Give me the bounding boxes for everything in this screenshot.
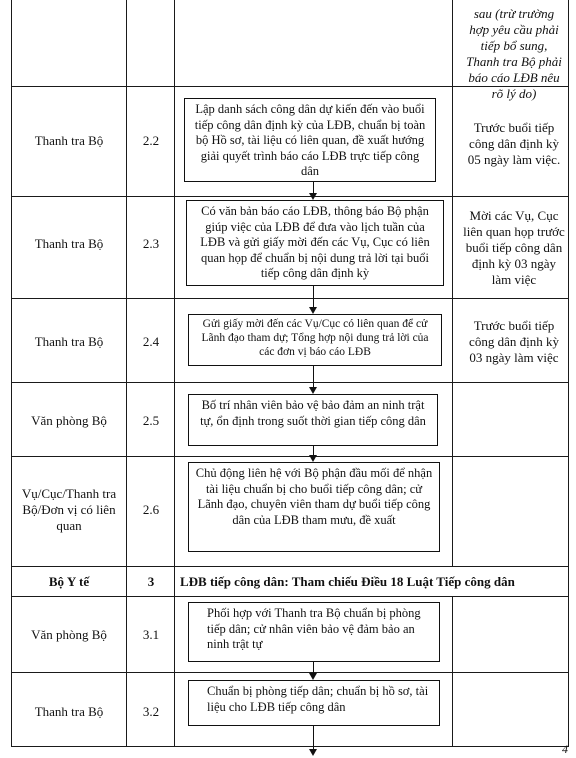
process-step-box: Lập danh sách công dân dự kiến đến vào buổi tiếp công dân định kỳ của LĐB, chuẩn bị toàn bộ Hồ sơ, tài liệu có liên quan, đề xuất hướng giải quyết trình báo cáo LĐB trực tiếp công dân: [184, 98, 436, 182]
flow-arrow: [313, 182, 314, 194]
row-divider: [11, 298, 569, 299]
row-divider: [11, 456, 569, 457]
unit-cell: Thanh tra Bộ: [34, 236, 104, 251]
row-divider: [11, 196, 569, 197]
unit-cell: Thanh tra Bộ: [34, 133, 104, 148]
flow-arrow: [313, 446, 314, 456]
process-step-box: Gửi giấy mời đến các Vụ/Cục có liên quan để cử Lãnh đạo tham dự; Tổng hợp nội dung trả lời của các đơn vị báo cáo LĐB: [188, 314, 442, 366]
table-column-divider: [452, 596, 453, 746]
unit-cell: Thanh tra Bộ: [34, 704, 104, 719]
flow-arrow: [313, 726, 314, 750]
time-cell: Trước buổi tiếp công dân định kỳ 03 ngày làm việc: [469, 318, 559, 365]
time-cell: sau (trừ trường hợp yêu cầu phải tiếp bổ sung, Thanh tra Bộ phải báo cáo LĐB nêu rõ lý do): [466, 6, 562, 101]
table-column-divider: [174, 0, 175, 746]
unit-cell: Văn phòng Bộ: [31, 627, 107, 642]
step-number: 2.2: [142, 133, 160, 148]
time-cell: Mời các Vụ, Cục liên quan họp trước buổi tiếp công dân định kỳ 03 ngày làm việc: [463, 208, 565, 287]
unit-cell: Thanh tra Bộ: [34, 334, 104, 349]
table-column-divider: [126, 0, 127, 746]
step-number: 3.1: [142, 627, 160, 642]
flow-arrow: [313, 286, 314, 308]
table-border-left: [11, 0, 12, 746]
flow-arrow: [313, 662, 314, 674]
row-divider: [11, 672, 569, 673]
row-divider: [11, 596, 569, 597]
process-step-box: Chủ động liên hệ với Bộ phận đầu mối để nhận tài liệu chuẩn bị cho buổi tiếp công dân; cử Lãnh đạo, chuyên viên tham dự buổi tiếp công dân của LĐB tham mưu, đề xuất: [188, 462, 440, 552]
process-step-box: Bố trí nhân viên bảo vệ bảo đảm an ninh trật tự, ổn định trong suốt thời gian tiếp công dân: [188, 394, 438, 446]
time-cell: Trước buổi tiếp công dân định kỳ 05 ngày làm việc.: [467, 120, 561, 167]
step-number: 2.4: [142, 334, 160, 349]
row-divider: [11, 566, 569, 567]
section-heading: LĐB tiếp công dân: Tham chiếu Điều 18 Luật Tiếp công dân: [180, 574, 515, 589]
page-number-mark: 4: [562, 742, 568, 756]
step-number: 2.3: [142, 236, 160, 251]
unit-cell: Vụ/Cục/Thanh tra Bộ/Đơn vị có liên quan: [21, 486, 117, 533]
process-step-box: Có văn bản báo cáo LĐB, thông báo Bộ phận giúp việc của LĐB để đưa vào lịch tuần của LĐB và gửi giấy mời đến các Vụ, Cục có liên quan họp để chuẩn bị nội dung trả lời tại buổi tiếp công dân định kỳ: [186, 200, 444, 286]
unit-cell: Văn phòng Bộ: [31, 413, 107, 428]
step-number: 3.2: [142, 704, 160, 719]
table-border-bottom: [11, 746, 569, 747]
flow-arrow: [313, 366, 314, 388]
table-border-right: [568, 0, 569, 746]
step-number: 2.6: [142, 502, 160, 517]
process-step-box: Phối hợp với Thanh tra Bộ chuẩn bị phòng tiếp dân; cử nhân viên bảo vệ đảm bảo an ninh trật tự: [188, 602, 440, 662]
table-column-divider: [452, 0, 453, 566]
unit-cell: Bộ Y tế: [48, 574, 90, 589]
row-divider: [11, 382, 569, 383]
process-step-box: Chuẩn bị phòng tiếp dân; chuẩn bị hồ sơ, tài liệu cho LĐB tiếp công dân: [188, 680, 440, 726]
step-number: 3: [147, 574, 155, 589]
step-number: 2.5: [142, 413, 160, 428]
